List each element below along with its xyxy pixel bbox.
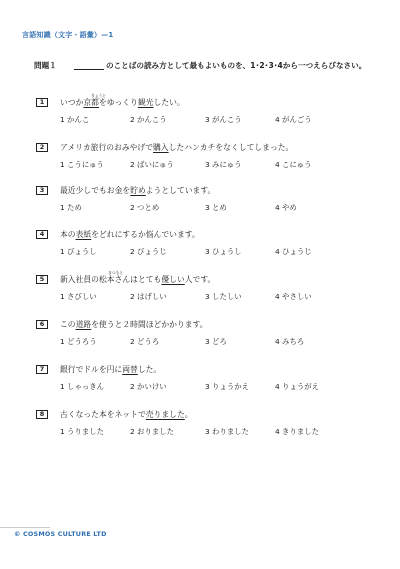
answer-option-3[interactable]: 3 ひょうし — [205, 247, 242, 256]
question-sentence — [60, 229, 200, 240]
section-header: 言語知識（文字・語彙）—1 — [22, 31, 114, 39]
answer-option-3[interactable]: 3 したしい — [205, 292, 242, 301]
instruction — [34, 60, 380, 71]
underlined-target-word: 京都 — [83, 97, 99, 107]
answer-option-2[interactable]: 2 かいけい — [130, 382, 167, 391]
answer-option-4[interactable]: 4 がんごう — [275, 115, 312, 124]
answer-option-2[interactable]: 2 はげしい — [130, 292, 167, 301]
question-block — [36, 318, 380, 346]
answer-option-1[interactable]: 1 しゃっきん — [60, 382, 105, 391]
answer-option-1[interactable]: 1 こうにゅう — [60, 160, 104, 169]
instruction-blank-line — [74, 61, 104, 70]
question-sentence — [60, 364, 161, 375]
underlined-target-word: 両替 — [122, 364, 138, 374]
answer-option-4[interactable]: 4 みちろ — [275, 337, 305, 346]
question-number: 3 — [36, 186, 48, 195]
underlined-target-word: 優しい — [161, 274, 185, 284]
answer-option-4[interactable]: 4 やめ — [275, 203, 297, 212]
sentence-fragment: アメリカ旅行のおみやげで — [60, 142, 154, 152]
underlined-target-word: 売りました — [145, 409, 185, 419]
sentence-fragment: 銀行でドルを円に — [60, 364, 123, 374]
sentence-fragment: 。 — [184, 409, 193, 419]
answer-option-2[interactable]: 2 おりました — [130, 427, 175, 436]
underlined-target-word: 道路 — [75, 319, 92, 329]
answer-option-3[interactable]: 3 わりました — [205, 427, 250, 436]
answer-option-4[interactable]: 4 りょうがえ — [275, 382, 320, 391]
answer-option-1[interactable]: 1 どうろう — [60, 337, 97, 346]
sentence-fragment: いつか — [60, 97, 84, 107]
question-sentence — [60, 142, 293, 153]
instruction-text: のことばの読み方として最もよいものを、1･2･3･4から一つえらびなさい。 — [106, 61, 367, 70]
answer-option-4[interactable]: 4 ひょうじ — [275, 247, 312, 256]
sentence-fragment: した。 — [137, 364, 162, 374]
footer-divider — [0, 527, 50, 528]
sentence-fragment: 本の — [60, 229, 76, 239]
question-number: 4 — [36, 230, 48, 239]
answer-option-2[interactable]: 2 どうろ — [130, 337, 160, 346]
question-sentence — [60, 185, 215, 196]
answer-option-2[interactable]: 2 びょうじ — [130, 247, 167, 256]
question-block — [36, 228, 380, 256]
sentence-fragment: をゆっくり — [98, 97, 138, 107]
question-sentence — [60, 319, 208, 330]
question-number: 2 — [36, 143, 48, 152]
answer-option-2[interactable]: 2 ばいにゅう — [130, 160, 174, 169]
question-number: 6 — [36, 320, 48, 329]
furigana: まつもと — [108, 269, 124, 275]
answer-option-1[interactable]: 1 さびしい — [60, 292, 97, 301]
question-number: 5 — [36, 275, 48, 284]
underlined-target-word: 購入 — [153, 142, 169, 152]
answer-option-1[interactable]: 1 ため — [60, 203, 82, 212]
sentence-fragment: ようとしています。 — [145, 185, 216, 195]
problem-label: 問題１ — [34, 61, 57, 70]
sentence-fragment: したハンカチをなくしてしまった。 — [168, 142, 294, 152]
answer-option-1[interactable]: 1 びょうし — [60, 247, 97, 256]
answer-option-1[interactable]: 1 うりました — [60, 427, 105, 436]
question-block — [36, 92, 380, 124]
answer-option-3[interactable]: 3 とめ — [205, 203, 227, 212]
question-number: 1 — [36, 98, 48, 107]
underlined-target-word: 貯め — [130, 185, 146, 195]
question-block — [36, 269, 380, 301]
answer-option-3[interactable]: 3 りょうかえ — [205, 382, 250, 391]
sentence-fragment: 新入社員の松本さんはとても — [60, 274, 162, 284]
sentence-fragment: 人です。 — [184, 274, 216, 284]
underlined-target-word: 観光 — [137, 97, 154, 107]
sentence-fragment: したい。 — [153, 97, 185, 107]
sentence-fragment: 最近少しでもお金を — [60, 185, 131, 195]
question-sentence — [60, 92, 185, 108]
answer-option-2[interactable]: 2 かんこう — [130, 115, 167, 124]
sentence-fragment: をどれにするか悩んでいます。 — [91, 229, 200, 239]
answer-option-4[interactable]: 4 やさしい — [275, 292, 312, 301]
answer-option-1[interactable]: 1 かんこ — [60, 115, 90, 124]
answer-option-2[interactable]: 2 つとめ — [130, 203, 160, 212]
question-number: 8 — [36, 410, 48, 419]
question-block — [36, 408, 380, 436]
question-block — [36, 141, 380, 169]
question-sentence — [60, 269, 216, 285]
question-number: 7 — [36, 365, 48, 374]
question-block — [36, 363, 380, 391]
answer-option-3[interactable]: 3 みにゅう — [205, 160, 242, 169]
copyright-footer: © COSMOS CULTURE LTD — [14, 530, 107, 538]
underlined-target-word: 表紙 — [75, 229, 92, 239]
answer-option-3[interactable]: 3 がんこう — [205, 115, 242, 124]
question-sentence — [60, 409, 193, 420]
answer-option-4[interactable]: 4 こにゅう — [275, 160, 312, 169]
answer-option-4[interactable]: 4 きりました — [275, 427, 320, 436]
sentence-fragment: を使うと２時間ほどかかります。 — [91, 319, 208, 329]
furigana: きょうと — [91, 92, 107, 98]
sentence-fragment: この — [60, 319, 76, 329]
question-block — [36, 184, 380, 212]
answer-option-3[interactable]: 3 どろ — [205, 337, 227, 346]
sentence-fragment: 古くなった本をネットで — [60, 409, 146, 419]
